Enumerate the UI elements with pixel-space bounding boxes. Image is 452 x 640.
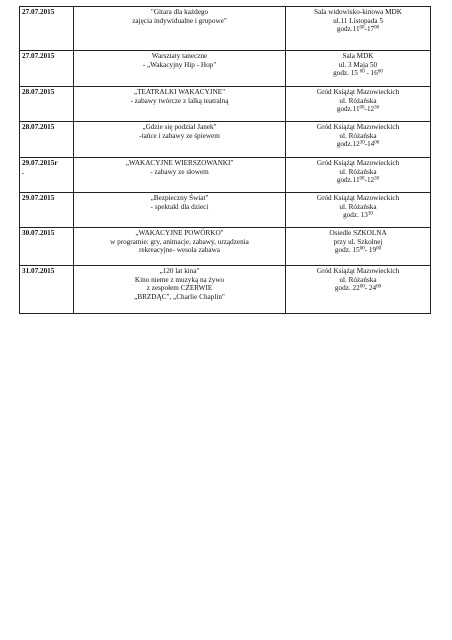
- event-line: „WAKACYJNE WIERSZOWANKI": [125, 159, 234, 167]
- time-end-minutes: 00: [376, 246, 382, 252]
- date-cell: [20, 266, 74, 314]
- event-cell: [74, 266, 286, 314]
- time-line: [288, 69, 428, 78]
- date-cell: [20, 51, 74, 87]
- event-cell: [74, 51, 286, 87]
- date-text: 27.07.2015: [22, 8, 55, 16]
- event-line: - zabawy twórcze z lalką teatralną: [130, 96, 229, 105]
- event-line: -tańce i zabawy ze śpiewem: [139, 131, 220, 140]
- date-cell: [20, 87, 74, 122]
- time-end-minutes: 00: [374, 140, 380, 146]
- place-line: ul. Różańska: [339, 167, 377, 176]
- table-row: [20, 228, 431, 266]
- time-line: [288, 211, 428, 220]
- time-separator-end: -12: [364, 105, 375, 114]
- event-cell: [74, 87, 286, 122]
- table-row: [20, 193, 431, 228]
- date-text: 29.07.2015: [22, 194, 55, 202]
- event-line: Warsztaty taneczne: [151, 52, 208, 60]
- time-start-minutes: 30: [359, 140, 365, 146]
- place-line: Sala widowisko-kinowa MDK: [314, 8, 402, 16]
- time-start-minutes: 00: [359, 25, 365, 31]
- time-end-minutes: 00: [377, 69, 383, 75]
- event-line: - zabawy ze słowem: [150, 167, 209, 176]
- place-cell: [286, 51, 431, 87]
- time-start-minutes: 30: [367, 211, 373, 217]
- time-line: [288, 176, 428, 185]
- time-end-minutes: 30: [374, 105, 380, 111]
- table-row: [20, 51, 431, 87]
- time-separator-end: -12: [364, 176, 375, 185]
- place-line: Gród Książąt Mazowieckich: [316, 194, 400, 202]
- date-text: 29.07.2015r: [22, 159, 58, 167]
- date-text: 28.07.2015: [22, 123, 55, 131]
- time-separator-end: - 24: [364, 284, 377, 293]
- time-line: [288, 140, 428, 149]
- date-cell: [20, 122, 74, 158]
- event-line: w programie: gry, animacje, zabawy, urządzenia: [110, 237, 249, 246]
- table-row: [20, 122, 431, 158]
- event-line: Kino nieme z muzyką na żywo: [134, 275, 225, 284]
- place-line: Sala MDK: [342, 52, 374, 60]
- date-cell: [20, 7, 74, 51]
- event-line: „BRZDĄC", „Charlie Chaplin": [134, 292, 225, 301]
- event-cell: [74, 228, 286, 266]
- date-text: 30.07.2015: [22, 229, 55, 237]
- date-cell: [20, 228, 74, 266]
- time-start-minutes: 00: [359, 69, 365, 75]
- date-text: 28.07.2015: [22, 88, 55, 96]
- place-line: Gród Książąt Mazowieckich: [316, 159, 400, 167]
- place-line: ul. 3 Maja 50: [338, 60, 378, 69]
- place-line: ul.11 Listopada 5: [333, 16, 383, 25]
- event-line: - spektakl dla dzieci: [150, 202, 209, 211]
- place-line: ul. Różańska: [339, 131, 377, 140]
- event-line: „Bezpieczny Świat": [150, 194, 209, 202]
- event-cell: [74, 122, 286, 158]
- place-cell: [286, 87, 431, 122]
- time-end-minutes: 30: [374, 176, 380, 182]
- time-start-minutes: 00: [359, 105, 365, 111]
- event-schedule-table: [19, 6, 431, 314]
- place-line: ul. Różańska: [339, 202, 377, 211]
- table-row: [20, 158, 431, 193]
- time-start-minutes: 00: [359, 176, 365, 182]
- event-line: z zespołem CZERWIE: [146, 284, 213, 293]
- event-line: rekreacyjne- wesoła zabawa: [138, 246, 220, 255]
- date-text: 27.07.2015: [22, 52, 55, 60]
- place-cell: [286, 7, 431, 51]
- time-separator-end: -14: [364, 140, 375, 149]
- date-cell: [20, 158, 74, 193]
- time-line: [288, 246, 428, 255]
- event-line: „Gdzie się podział Janek": [142, 123, 217, 131]
- place-line: Gród Książąt Mazowieckich: [316, 88, 400, 96]
- time-start-minutes: 00: [359, 246, 365, 252]
- event-line: zajęcia indywidualne i grupowe": [132, 16, 227, 25]
- event-line: „WAKACYJNE POWÓRKO": [135, 229, 224, 237]
- place-cell: [286, 122, 431, 158]
- date-cell: [20, 193, 74, 228]
- place-line: Gród Książąt Mazowieckich: [316, 123, 400, 131]
- time-separator-end: - 19: [364, 246, 377, 255]
- place-cell: [286, 193, 431, 228]
- time-end-minutes: 00: [374, 25, 380, 31]
- date-suffix: .: [22, 167, 24, 176]
- place-line: ul. Różańska: [339, 96, 377, 105]
- table-row: [20, 87, 431, 122]
- time-start: godz. 13: [343, 211, 368, 220]
- place-cell: [286, 228, 431, 266]
- time-line: [288, 25, 428, 34]
- place-line: Gród Książąt Mazowieckich: [316, 267, 400, 275]
- event-line: „TEATRALKI WAKACYJNE": [133, 88, 226, 96]
- time-start: godz.11: [336, 25, 360, 34]
- place-line: ul. Różańska: [339, 275, 377, 284]
- place-line: Osiedle SZKOLNA: [329, 229, 387, 237]
- time-separator-end: -17: [364, 25, 375, 34]
- time-start: godz. 15: [334, 246, 360, 255]
- time-start: godz.11: [336, 105, 360, 114]
- time-start: godz. 22: [334, 284, 360, 293]
- time-start: godz. 15: [333, 69, 360, 78]
- event-line: "Gitara dla każdego: [150, 8, 209, 16]
- time-separator-end: - 16: [364, 69, 378, 78]
- time-start-minutes: 00: [359, 284, 365, 290]
- table-row: [20, 7, 431, 51]
- event-line: - „Wakacyjny Hip - Hop": [142, 60, 217, 69]
- event-cell: [74, 158, 286, 193]
- time-start: godz.12: [336, 140, 360, 149]
- date-text: 31.07.2015: [22, 267, 55, 275]
- time-line: [288, 284, 428, 293]
- time-start: godz.11: [336, 176, 360, 185]
- place-cell: [286, 266, 431, 314]
- table-row: [20, 266, 431, 314]
- event-cell: [74, 7, 286, 51]
- event-line: „120 lat kina": [159, 267, 200, 275]
- place-cell: [286, 158, 431, 193]
- time-line: [288, 105, 428, 114]
- event-cell: [74, 193, 286, 228]
- place-line: przy ul. Szkolnej: [333, 237, 383, 246]
- time-end-minutes: 00: [376, 284, 382, 290]
